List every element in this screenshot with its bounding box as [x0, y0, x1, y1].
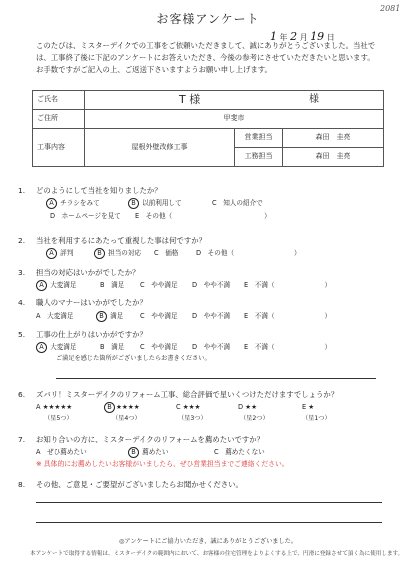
q5-e-label: E 不満（: [244, 343, 275, 351]
name-suffix: 様: [309, 93, 319, 105]
date-year-unit: 年: [279, 33, 288, 42]
sales-value: 森田 圭亮: [283, 129, 384, 148]
q8-answer-line-2[interactable]: [36, 522, 382, 523]
q7-option-a[interactable]: A ぜひ薦めたい: [36, 448, 87, 456]
q1-e-close: ）: [264, 212, 271, 220]
thank-you-footer: ◎アンケートにご協力いただき、誠にありがとうございました。: [118, 538, 298, 545]
work-value: 屋根外壁改修工事: [85, 129, 235, 167]
date-day-unit: 日: [326, 33, 335, 42]
date-month: 2: [290, 30, 298, 43]
q1-option-d[interactable]: D ホームページを見て: [50, 212, 121, 220]
q6-option-e[interactable]: E ★: [302, 403, 315, 411]
q7-text: お知り合いの方に、ミスターデイクのリフォームを薦めたいですか？: [36, 435, 265, 444]
q5-option-e[interactable]: [244, 343, 331, 352]
q6-c-sub: （星3つ）: [178, 415, 207, 422]
customer-info-table: [32, 90, 384, 167]
q3-option-a[interactable]: [36, 280, 76, 291]
q1-b-selected-circle: B: [128, 198, 139, 209]
intro-text: このたびは、ミスターデイクでの工事をご依頼いただきまして、誠にありがとうございました。当社では、工事終了後に下記のアンケートにお答えいただき、今後の参考にさせていただきたいと思います。お手数ですがご記入の上、ご返送下さいますようお願い申し上げます。: [36, 41, 376, 74]
q6-b-sub: （星4つ）: [112, 415, 141, 422]
q2-a-selected-circle: A: [46, 248, 57, 259]
construction-value: 森田 圭亮: [283, 148, 384, 167]
q2-b-selected-circle: B: [94, 248, 105, 259]
q6-option-a[interactable]: A ★★★★★: [36, 403, 73, 411]
q4-option-c[interactable]: C やや満足: [140, 312, 178, 320]
q6-b-stars: ★★★★: [116, 403, 140, 411]
q7-option-c[interactable]: C 薦めたくない: [214, 448, 265, 456]
q3-e-close: ）: [324, 281, 332, 289]
q1-text: どのようにして当社を知りましたか？: [36, 186, 162, 195]
q5-option-d[interactable]: D やや不満: [192, 343, 231, 351]
q4-number: 4.: [18, 298, 26, 307]
q7-b-selected-circle: B: [128, 447, 139, 458]
q3-option-b[interactable]: B 満足: [100, 281, 125, 289]
privacy-footnote: 本アンケートで取得する情報は、ミスターデイクの範囲内において、お客様の住宅管理をよりよくする上で、円滑に登録させて頂く為に使用します。: [30, 551, 404, 557]
q2-option-c[interactable]: C 価格: [154, 249, 179, 257]
address-label: ご住所: [33, 110, 85, 129]
q2-option-d[interactable]: [196, 249, 301, 258]
q2-option-b[interactable]: [94, 248, 141, 259]
q2-b-label: 担当の対応: [108, 249, 142, 257]
q6-b-selected-circle: B: [104, 402, 115, 413]
q4-option-e[interactable]: [244, 312, 331, 321]
q6-a-sub: （星5つ）: [44, 415, 73, 422]
q8-answer-line-1[interactable]: [36, 502, 382, 503]
q1-a-label: チラシをみて: [60, 199, 100, 207]
q3-text: 担当の対応はいかがでしたか？: [36, 268, 140, 277]
q5-option-b[interactable]: B 満足: [100, 343, 125, 351]
q6-option-d[interactable]: D ★★: [238, 403, 257, 411]
date-day: 19: [310, 30, 325, 43]
q3-e-label: E 不満（: [244, 281, 275, 289]
q4-e-label: E 不満（: [244, 312, 275, 320]
q5-a-selected-circle: A: [36, 342, 47, 353]
q4-option-d[interactable]: D やや不満: [192, 312, 231, 320]
q5-number: 5.: [18, 330, 26, 339]
q5-option-c[interactable]: C やや満足: [140, 343, 178, 351]
q7-number: 7.: [18, 435, 26, 444]
name-value: T 様: [179, 92, 201, 106]
q1-b-label: 以前利用して: [142, 199, 182, 207]
q4-text: 職人のマナーはいかがでしたか？: [36, 298, 147, 307]
q6-option-c[interactable]: C ★★★: [176, 403, 201, 411]
q6-option-b[interactable]: [104, 402, 140, 413]
q2-number: 2.: [18, 236, 26, 245]
q6-d-sub: （星2つ）: [240, 415, 269, 422]
work-label: 工事内容: [33, 129, 85, 167]
q2-d-label: D その他（: [196, 249, 235, 257]
q5-a-label: 大変満足: [50, 343, 77, 351]
date-year: 1: [270, 30, 277, 43]
q4-e-close: ）: [324, 312, 332, 320]
q1-option-b[interactable]: [128, 198, 182, 209]
page-title: お客様アンケート: [156, 12, 260, 26]
q6-number: 6.: [18, 390, 26, 399]
q3-number: 3.: [18, 268, 26, 277]
q1-option-a[interactable]: [46, 198, 100, 209]
q7-note: ※ 具体的にお薦めしたいお客様がいましたら、ぜひ営業担当までご連絡ください。: [36, 460, 289, 468]
q4-b-selected-circle: B: [96, 311, 107, 322]
q5-answer-line[interactable]: [56, 378, 376, 379]
q8-number: 8.: [18, 480, 26, 489]
q4-b-label: 満足: [110, 312, 124, 320]
page-number: 2081: [380, 4, 401, 13]
q1-e-label: E その他（: [135, 212, 173, 220]
q8-text: その他、ご意見・ご要望がございましたらお聞かせください。: [36, 480, 243, 489]
q3-a-selected-circle: A: [36, 280, 47, 291]
q1-option-e[interactable]: [135, 212, 271, 221]
q3-option-e[interactable]: [244, 281, 331, 290]
q4-option-a[interactable]: A 大変満足: [36, 312, 74, 320]
name-cell: [85, 91, 384, 110]
q1-number: 1.: [18, 186, 26, 195]
q6-text: ズバリ！ミスターデイクのリフォーム工事、総合評価で星いくつけただけますでしょうか？: [36, 390, 339, 399]
q5-e-close: ）: [324, 343, 332, 351]
q7-option-b[interactable]: [128, 447, 168, 458]
q3-option-d[interactable]: D やや不満: [192, 281, 231, 289]
q1-a-selected-circle: A: [46, 198, 57, 209]
sales-label: 営業担当: [235, 129, 283, 148]
q5-note: ご満足を感じた箇所がございましたらお書きください。: [56, 355, 211, 362]
address-value: 甲斐市: [85, 110, 384, 129]
construction-label: 工務担当: [235, 148, 283, 167]
q4-option-b[interactable]: [96, 311, 123, 322]
q6-e-sub: （星1つ）: [302, 415, 331, 422]
q2-d-close: ）: [294, 249, 301, 257]
q3-option-c[interactable]: C やや満足: [140, 281, 178, 289]
q2-option-a[interactable]: [46, 248, 73, 259]
date-month-unit: 月: [299, 33, 308, 42]
q2-text: 当社を利用するにあたって重視した事は何ですか？: [36, 236, 206, 245]
q1-option-c[interactable]: C 知人の紹介で: [212, 199, 263, 207]
q3-a-label: 大変満足: [50, 281, 77, 289]
q2-a-label: 評判: [60, 249, 74, 257]
q5-text: 工事の仕上がりはいかがですか？: [36, 330, 147, 339]
q7-b-label: 薦めたい: [142, 448, 169, 456]
q5-option-a[interactable]: [36, 342, 76, 353]
name-label: ご氏名: [33, 91, 85, 110]
